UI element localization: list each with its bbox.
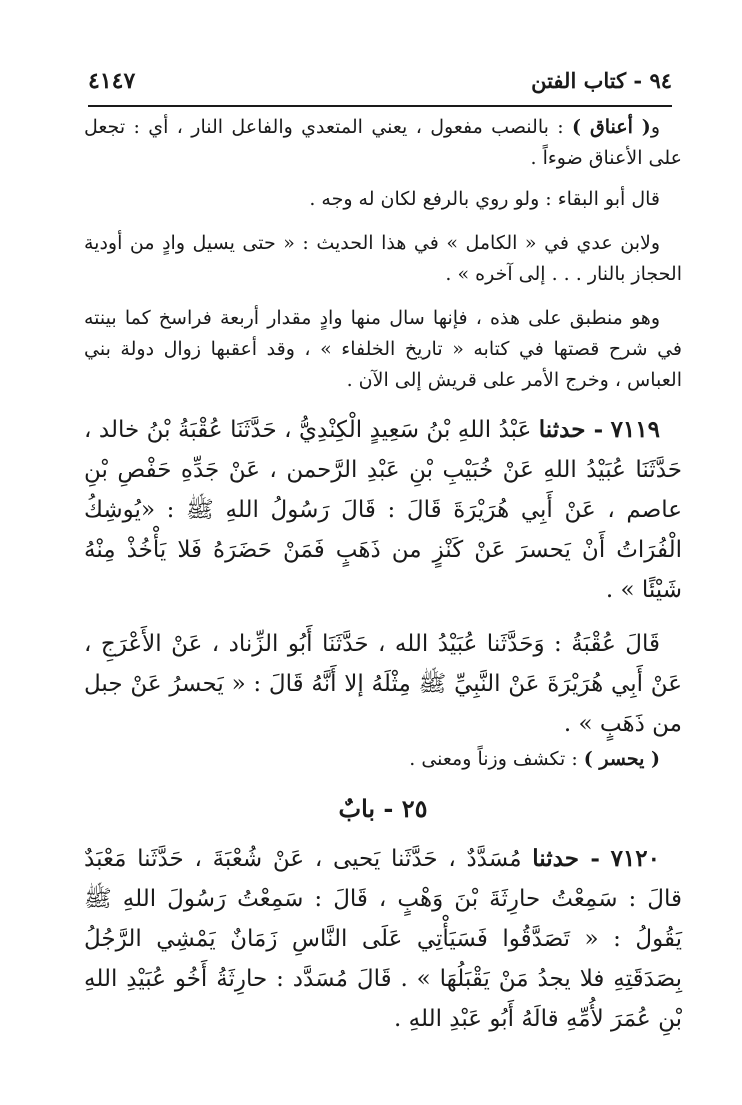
commentary-paragraph-3: ولابن عدي في « الكامل » في هذا الحديث : « حتى يسيل وادٍ من أودية الحجاز بالنار . . . إلى آخره » . (84, 232, 682, 285)
hadith-7119-note (84, 744, 682, 775)
note-term: ( يحسر ) (583, 748, 660, 770)
header-divider (88, 105, 672, 107)
hadith-lead: - حدثنا (532, 845, 600, 872)
hadith-number: ٧١٢٠ (610, 845, 660, 872)
commentary-paragraph-2: قال أبو البقاء : ولو روي بالرفع لكان له وجه . (309, 188, 660, 210)
chapter-heading: ٢٥ - بابٌ (338, 794, 428, 823)
note-text: : تكشف وزناً ومعنى . (409, 748, 584, 770)
page-body (84, 112, 682, 1039)
hadith-7119 (84, 410, 682, 610)
commentary-text: : بالنصب مفعول ، يعني المتعدي والفاعل النار ، أي : تجعل على الأعناق ضوءاً . (84, 116, 682, 169)
hadith-number: ٧١١٩ (610, 416, 660, 443)
commentary-paragraph-1 (84, 112, 682, 174)
commentary-paragraph-4: وهو منطبق على هذه ، فإنها سال منها وادٍ مقدار أربعة فراسخ كما بينته في شرح قصتها في كتابه « تاريخ الخلفاء » ، وقد أعقبها زوال دولة بني العباس ، وخرج الأمر على قريش إلى الآن . (84, 307, 682, 391)
hadith-7120 (84, 839, 682, 1039)
hadith-text: عَبْدُ اللهِ بْنُ سَعِيدٍ الْكِنْدِيُّ ، حَدَّثَنَا عُقْبَةُ بْنُ خالد ، حَدَّثَنَا عُبَيْدُ اللهِ عَنْ خُبَيْبِ بْنِ عَبْدِ الرَّحمن ، عَنْ جَدِّهِ حَفْصِ بْنِ عاصم ، عَنْ أَبِي هُرَيْرَةَ قَالَ : قَالَ رَسُولُ اللهِ ﷺ : «يُوشِكُ الْفُرَاتُ أَنْ يَحسرَ عَنْ كَنْزٍ من ذَهَبٍ فَمَنْ حَضَرَهُ فَلا يَأْخُذْ مِنْهُ شَيْئًا » . (84, 417, 682, 603)
commentary-prefix: و (650, 116, 660, 138)
hadith-lead: - حدثنا (538, 416, 604, 443)
commentary-term: ( أعناق ) (572, 116, 651, 138)
hadith-7119-additional-chain: قَالَ عُقْبَةُ : وَحَدَّثَنا عُبَيْدُ الله ، حَدَّثَنَا أَبُو الزِّناد ، عَنْ الأَعْرَجِ ، عَنْ أَبِي هُرَيْرَةَ عَنْ النَّبِيِّ ﷺ مِثْلَهُ إلا أَنَّهُ قَالَ : « يَحسرُ عَنْ جبل من ذَهَبٍ » . (84, 631, 682, 737)
page-number: ٤١٤٧ (88, 68, 136, 94)
page-header (88, 64, 672, 104)
hadith-text: مُسَدَّدٌ ، حَدَّثَنا يَحيى ، عَنْ شُعْبَةَ ، حَدَّثَنا مَعْبَدٌ قالَ : سَمِعْتُ حارِثَةَ بْنَ وَهْبٍ ، قَالَ : سَمِعْتُ رَسُولَ اللهِ ﷺ يَقُولُ : « تَصَدَّقُوا فَسَيَأْتِي عَلَى النَّاسِ زَمَانٌ يَمْشِي الرَّجُلُ بِصَدَقَتِهِ فلا يجدُ مَنْ يَقْبَلُهَا » . قَالَ مُسَدَّد : حارِثَةُ أَخُو عُبَيْدِ اللهِ بْنِ عُمَرَ لأُمِّهِ قالَهُ أَبُو عَبْدِ اللهِ . (84, 846, 682, 1032)
header-title: ٩٤ - كتاب الفتن (531, 68, 672, 93)
